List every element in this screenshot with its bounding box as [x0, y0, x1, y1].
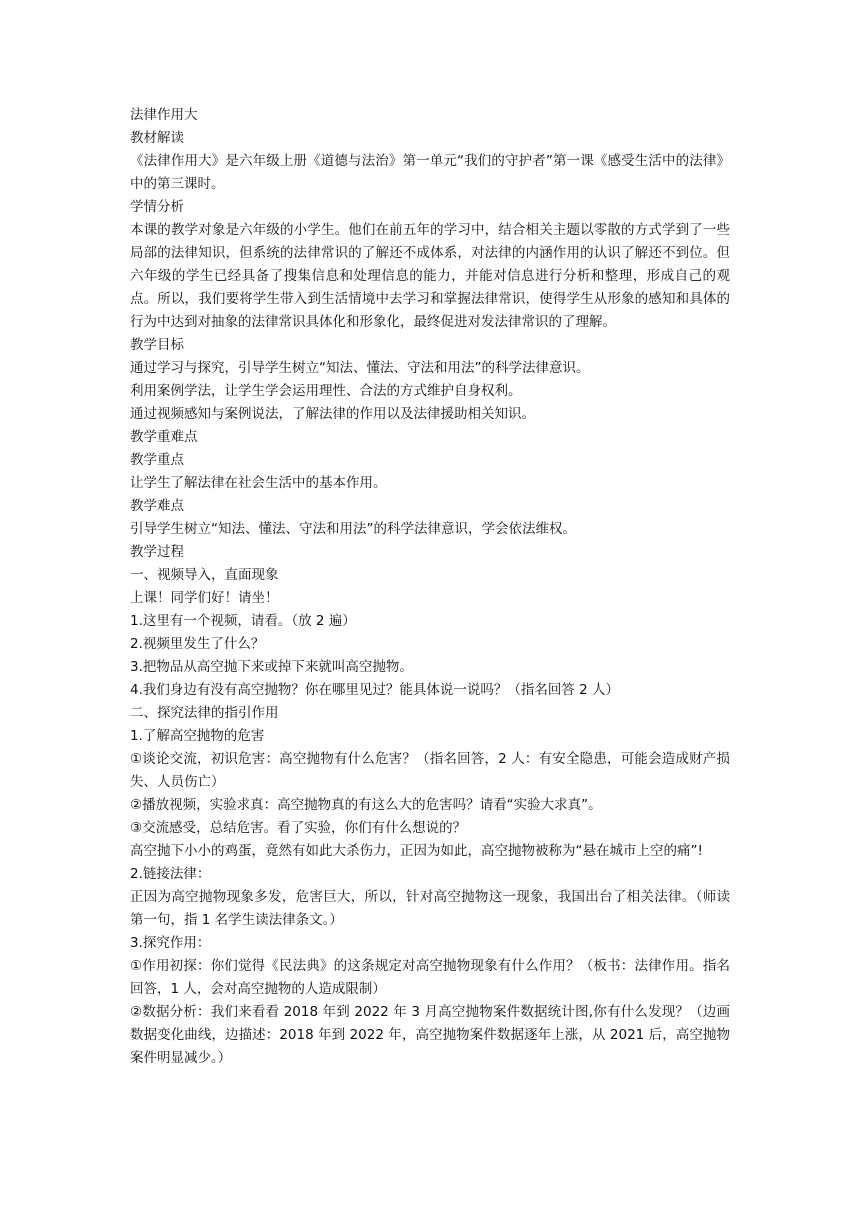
section-heading: 学情分析	[130, 199, 184, 215]
list-item: ②播放视频，实验求真：高空抛物真的有这么大的危害吗？请看“实验大求真”。	[130, 797, 602, 813]
paragraph: 让学生了解法律在社会生活中的基本作用。	[130, 475, 387, 491]
step-heading: 一、视频导入，直面现象	[130, 567, 279, 583]
section-heading: 教学目标	[130, 337, 184, 353]
list-item: ③交流感受，总结危害。看了实验，你们有什么想说的？	[130, 820, 467, 836]
paragraph: 引导学生树立“知法、懂法、守法和用法”的科学法律意识，学会依法维权。	[130, 521, 576, 537]
document-title: 法律作用大	[130, 107, 198, 123]
paragraph: 高空抛下小小的鸡蛋，竟然有如此大杀伤力，正因为如此，高空抛物被称为“悬在城市上空的痛”!	[130, 843, 703, 859]
subsection-heading: 教学重点	[130, 452, 184, 468]
document-page	[130, 104, 730, 1070]
section-heading: 教学重难点	[130, 429, 198, 445]
list-item: 4.我们身边有没有高空抛物？你在哪里见过？能具体说一说吗？（指名回答 2 人）	[130, 682, 620, 698]
paragraph: 本课的教学对象是六年级的小学生。他们在前五年的学习中，结合相关主题以零散的方式学到了一些局部的法律知识，但系统的法律常识的了解还不成体系，对法律的内涵作用的认识了解还不到位。但六年级的学生已经具备了搜集信息和处理信息的能力，并能对信息进行分析和整理，形成自己的观点。所以，我们要将学生带入到生活情境中去学习和掌握法律常识，使得学生从形象的感知和具体的行为中达到对抽象的法律常识具体化和形象化，最终促进对发法律常识的了理解。	[130, 222, 730, 330]
list-item: 3.探究作用：	[130, 935, 211, 951]
paragraph: 通过学习与探究，引导学生树立“知法、懂法、守法和用法”的科学法律意识。	[130, 360, 590, 376]
list-item: 1.这里有一个视频，请看。（放 2 遍）	[130, 613, 356, 629]
list-item: 2.链接法律：	[130, 866, 211, 882]
list-item: 2.视频里发生了什么？	[130, 636, 265, 652]
paragraph: 正因为高空抛物现象多发，危害巨大，所以，针对高空抛物这一现象，我国出台了相关法律。（师读第一句，指 1 名学生读法律条文。）	[130, 889, 730, 928]
list-item: 1.了解高空抛物的危害	[130, 728, 265, 744]
section-heading: 教学过程	[130, 544, 184, 560]
step-heading: 二、探究法律的指引作用	[130, 705, 279, 721]
list-item: ①作用初探：你们觉得《民法典》的这条规定对高空抛物现象有什么作用？（板书：法律作用。指名回答，1 人，会对高空抛物的人造成限制）	[130, 958, 730, 997]
paragraph: 上课！同学们好！请坐！	[130, 590, 279, 606]
paragraph: 《法律作用大》是六年级上册《道德与法治》第一单元“我们的守护者”第一课《感受生活中的法律》中的第三课时。	[130, 153, 730, 192]
section-heading: 教材解读	[130, 130, 184, 146]
paragraph: 通过视频感知与案例说法，了解法律的作用以及法律援助相关知识。	[130, 406, 535, 422]
list-item: 3.把物品从高空抛下来或掉下来就叫高空抛物。	[130, 659, 413, 675]
subsection-heading: 教学难点	[130, 498, 184, 514]
list-item: ②数据分析：我们来看看 2018 年到 2022 年 3 月高空抛物案件数据统计图,你有什么发现？（边画数据变化曲线，边描述：2018 年到 2022 年，高空抛物案件数据逐年上涨，从 2021 后，高空抛物案件明显减少。）	[130, 1004, 730, 1066]
paragraph: 利用案例学法，让学生学会运用理性、合法的方式维护自身权利。	[130, 383, 522, 399]
list-item: ①谈论交流，初识危害：高空抛物有什么危害？（指名回答，2 人：有安全隐患，可能会造成财产损失、人员伤亡）	[130, 751, 730, 790]
